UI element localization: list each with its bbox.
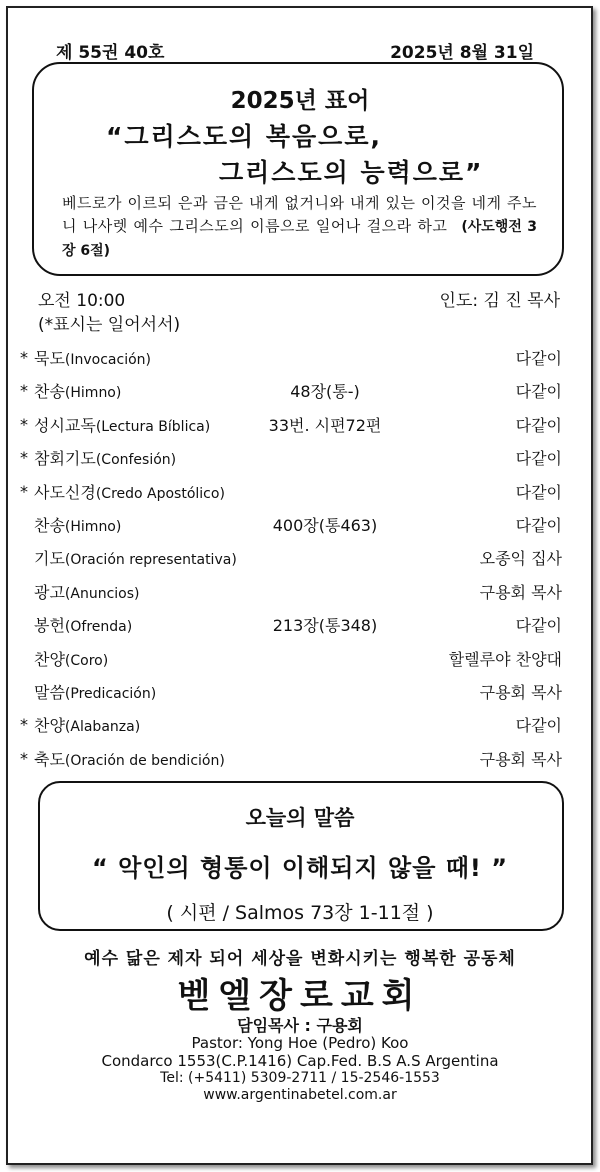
order-item-name	[34, 580, 140, 603]
year-motto-line1: “그리스도의 복음으로,	[106, 122, 382, 151]
order-item-leader: 할렐루야 찬양대	[448, 649, 562, 669]
church-address: Condarco 1553(C.P.1416) Cap.Fed. B.S A.S Argentina	[101, 1052, 499, 1070]
order-item-korean: 찬송	[34, 516, 65, 535]
order-item-name	[34, 379, 121, 402]
order-item-leader: 다같이	[515, 716, 562, 736]
order-item-spanish: (Alabanza)	[64, 719, 141, 736]
order-item-name	[34, 647, 108, 670]
order-item-spanish: (Oración de bendición)	[64, 752, 225, 769]
sermon-heading: 오늘의 말씀	[245, 806, 355, 830]
order-item-spanish: (Himno)	[64, 519, 122, 535]
order-item	[20, 446, 562, 470]
order-item-korean: 찬양	[34, 716, 65, 736]
church-motto: 예수 닮은 제자 되어 세상을 변화시키는 행복한 공동체	[84, 949, 516, 969]
order-item-name	[34, 446, 176, 469]
order-item-leader: 오종익 집사	[479, 549, 562, 569]
church-phone: Tel: (+5411) 5309-2711 / 15-2546-1553	[160, 1070, 440, 1086]
issue-date: 2025년 8월 31일	[390, 43, 534, 63]
order-item	[20, 680, 562, 704]
order-item	[20, 647, 562, 671]
motto-verse	[62, 192, 537, 263]
service-leader: 인도: 김 진 목사	[439, 291, 560, 311]
order-item-korean: 봉헌	[34, 616, 65, 636]
sermon-scripture: ( 시편 / Salmos 73장 1-11절 )	[166, 902, 434, 924]
sermon-title: “ 악인의 형통이 이해되지 않을 때! ”	[91, 854, 509, 882]
order-item-leader: 구용회 목사	[479, 749, 562, 769]
order-item-korean: 묵도	[34, 349, 65, 368]
order-item	[20, 513, 562, 537]
order-item-spanish: (Anuncios)	[64, 585, 140, 602]
order-item-detail: 213장(통348)	[272, 616, 378, 636]
order-item-name	[34, 680, 156, 703]
order-item-spanish: (Ofrenda)	[64, 619, 133, 636]
pastor-korean: 담임목사 : 구용회	[237, 1016, 363, 1035]
order-item-spanish: (Himno)	[64, 385, 122, 402]
standing-mark: *	[20, 348, 28, 367]
order-item	[20, 346, 562, 370]
order-item-leader: 구용회 목사	[479, 582, 562, 602]
standing-mark: *	[20, 414, 28, 434]
order-item-spanish: (Lectura Bíblica)	[95, 418, 211, 435]
order-item-detail: 33번. 시편72편	[268, 415, 382, 435]
church-website[interactable]: www.argentinabetel.com.ar	[203, 1087, 397, 1103]
order-item-name	[34, 713, 140, 736]
order-item-name	[34, 513, 121, 536]
order-item-korean: 참회기도	[34, 449, 96, 469]
year-motto-title: 2025년 표어	[230, 88, 370, 114]
order-item	[20, 480, 562, 504]
order-item	[20, 580, 562, 604]
order-item-spanish: (Credo Apostólico)	[95, 485, 225, 502]
year-motto-line2: 그리스도의 능력으로”	[219, 158, 484, 187]
order-item-leader: 다같이	[515, 449, 562, 469]
order-item-korean: 사도신경	[34, 482, 96, 502]
order-item	[20, 379, 562, 403]
order-item-leader: 다같이	[515, 616, 562, 636]
order-item-spanish: (Oración representativa)	[64, 552, 237, 569]
motto-verse-ref: (사도행전 3장 6절)	[62, 219, 537, 259]
issue-number: 제 55권 40호	[56, 43, 165, 63]
order-item	[20, 613, 562, 637]
order-item-name	[34, 747, 225, 770]
standing-note: (*표시는 일어서서)	[38, 315, 181, 335]
order-item-korean: 축도	[34, 749, 65, 769]
order-item-korean: 기도	[34, 549, 65, 569]
order-item-korean: 광고	[34, 582, 65, 602]
order-item-leader: 다같이	[515, 415, 562, 435]
order-item-name	[34, 546, 237, 569]
order-item-name	[34, 480, 225, 503]
order-item-korean: 성시교독	[34, 415, 96, 435]
order-item-leader: 다같이	[515, 482, 562, 502]
order-item	[20, 413, 562, 437]
standing-mark: *	[20, 381, 28, 401]
motto-verse-text: 베드로가 이르되 은과 금은 내게 없거니와 내게 있는 이것을 네게 주노니 나사렛 예수 그리스도의 이름으로 일어나 걸으라 하고	[62, 194, 537, 235]
pastor-english: Pastor: Yong Hoe (Pedro) Koo	[191, 1034, 409, 1052]
order-item	[20, 747, 562, 771]
order-item-leader: 다같이	[515, 516, 562, 535]
order-item-spanish: (Invocación)	[64, 352, 151, 368]
service-time: 오전 10:00	[38, 291, 126, 311]
order-item-leader: 구용회 목사	[479, 683, 562, 702]
church-name: 벧엘장로교회	[177, 976, 423, 1016]
order-item-detail: 48장(통-)	[290, 382, 360, 402]
standing-mark: *	[20, 748, 28, 768]
order-item	[20, 546, 562, 570]
order-item-korean: 말씀	[34, 683, 65, 702]
order-item-name	[34, 346, 151, 369]
order-item-spanish: (Coro)	[64, 652, 109, 669]
standing-mark: *	[20, 448, 28, 468]
standing-mark: *	[20, 481, 28, 501]
order-item-name	[34, 413, 210, 436]
order-item-leader: 다같이	[515, 349, 562, 368]
order-item-name	[34, 613, 132, 636]
order-item	[20, 713, 562, 737]
order-item-leader: 다같이	[515, 382, 562, 402]
order-item-spanish: (Confesión)	[95, 452, 177, 469]
order-item-detail: 400장(통463)	[272, 516, 378, 535]
standing-mark: *	[20, 715, 28, 735]
order-item-korean: 찬송	[34, 382, 65, 402]
order-item-korean: 찬양	[34, 649, 65, 669]
order-item-spanish: (Predicación)	[64, 686, 157, 702]
